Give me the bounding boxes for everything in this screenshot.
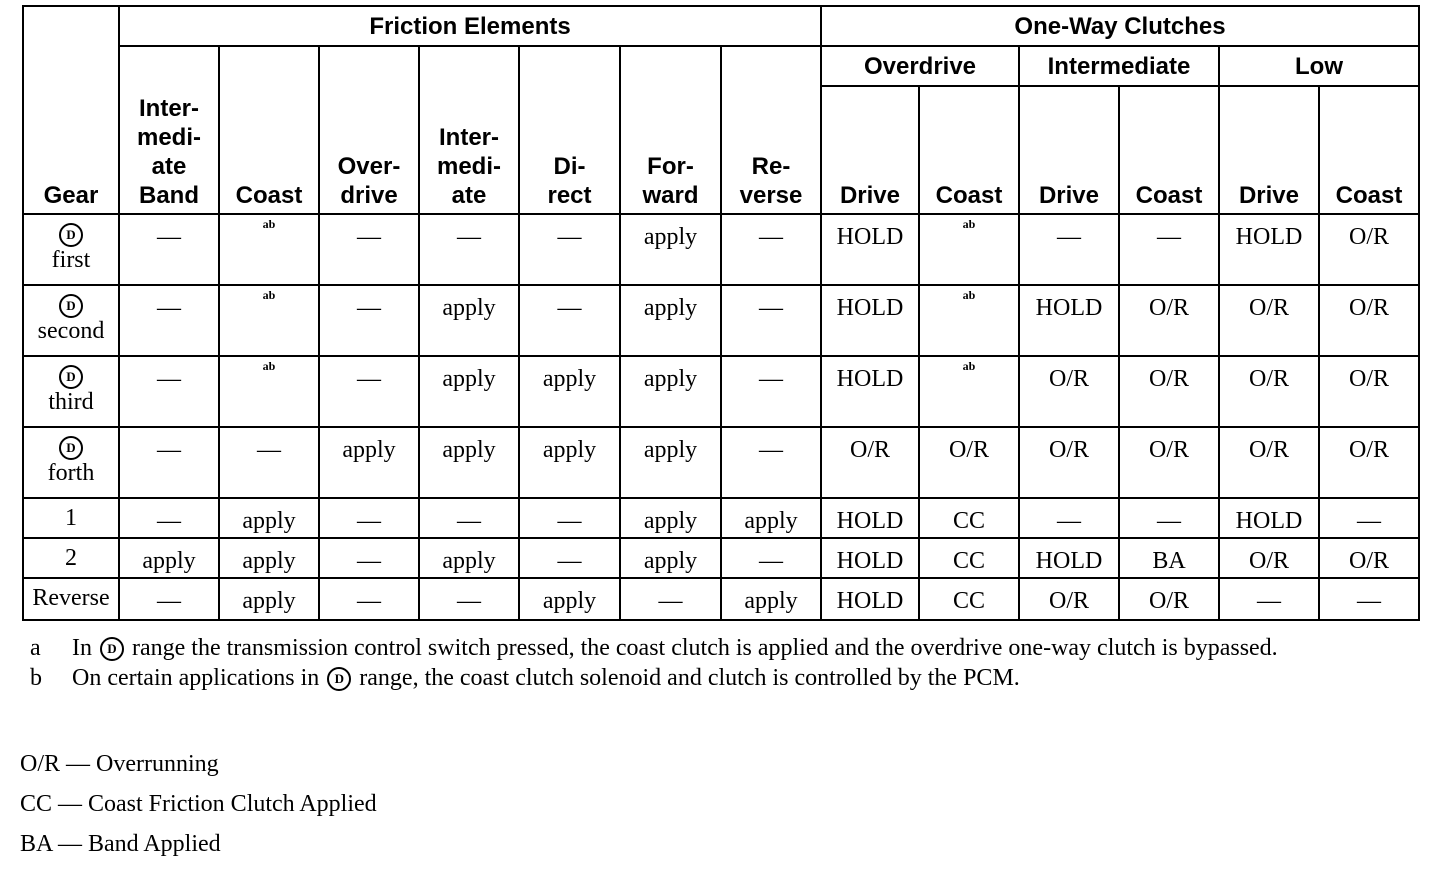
cell-value: apply [242, 508, 296, 534]
table-cell [1119, 356, 1219, 427]
table-cell [620, 356, 721, 427]
friction-header-overdrive [319, 46, 419, 214]
table-cell [519, 356, 620, 427]
table-cell [1319, 356, 1419, 427]
header-text: Coast [235, 182, 303, 209]
cell-value: O/R [1048, 588, 1089, 614]
cell-value: O/R [1348, 224, 1389, 250]
table-cell [821, 427, 919, 498]
table-cell [1219, 578, 1319, 620]
cell-value: — [1057, 224, 1081, 250]
table-row [23, 356, 1419, 427]
cell-value: ab [962, 288, 976, 302]
cell-value: apply [744, 588, 798, 614]
cell-value: apply [442, 366, 496, 392]
friction-elements-header: Friction Elements [119, 6, 821, 46]
cell-value: apply [542, 366, 597, 392]
cell-value: ab [262, 288, 276, 302]
header-text: For- ward [642, 153, 699, 209]
table-cell [1319, 498, 1419, 538]
gear-cell [23, 214, 119, 285]
table-cell [219, 285, 319, 356]
cell-value: CC [952, 508, 985, 534]
cell-value: — [257, 437, 281, 463]
intermediate-group-header: Intermediate [1019, 46, 1219, 86]
cell-value: — [759, 295, 783, 321]
overdrive-coast-header: Coast [919, 86, 1019, 214]
cell-value: — [457, 588, 481, 614]
cell-value: O/R [1048, 366, 1089, 392]
gear-column-header: Gear [23, 6, 119, 214]
gear-label: third [48, 389, 94, 416]
table-cell [119, 427, 219, 498]
cell-value: HOLD [836, 295, 904, 321]
cell-value: — [557, 224, 582, 250]
table-cell [219, 498, 319, 538]
table-cell [1119, 214, 1219, 285]
drive-range-circle-icon: D [59, 294, 83, 318]
friction-header-direct [519, 46, 620, 214]
table-cell [1219, 498, 1319, 538]
table-cell [119, 538, 219, 578]
cell-value: apply [342, 437, 396, 463]
low-coast-header: Coast [1319, 86, 1419, 214]
table-cell [620, 427, 721, 498]
cell-value: apply [643, 437, 698, 463]
cell-value: — [759, 366, 783, 392]
cell-value: HOLD [1035, 548, 1103, 574]
cell-value: — [357, 548, 381, 574]
cell-value: O/R [1348, 437, 1389, 463]
table-cell [821, 285, 919, 356]
cell-value: — [1157, 508, 1181, 534]
table-cell [721, 498, 821, 538]
table-cell [1319, 214, 1419, 285]
cell-value: apply [542, 437, 597, 463]
gear-label: 2 [65, 545, 77, 571]
cell-value: O/R [1048, 437, 1089, 463]
cell-value: HOLD [836, 508, 904, 534]
cell-value: apply [442, 295, 496, 321]
gear-cell [23, 427, 119, 498]
gear-cell [23, 498, 119, 538]
gear-label: second [37, 318, 105, 345]
legend-item-coast-clutch: CC — Coast Friction Clutch Applied [20, 791, 377, 817]
intermediate-drive-header: Drive [1019, 86, 1119, 214]
header-text: Di- rect [547, 153, 592, 209]
friction-header-intermediate [419, 46, 519, 214]
cell-value: apply [643, 548, 698, 574]
cell-value: O/R [1248, 366, 1289, 392]
table-cell [620, 578, 721, 620]
table-cell [1219, 356, 1319, 427]
table-cell [721, 356, 821, 427]
table-cell [821, 214, 919, 285]
cell-value: — [357, 295, 381, 321]
cell-value: BA [1152, 548, 1186, 574]
table-row [23, 498, 1419, 538]
table-cell [821, 498, 919, 538]
cell-value: HOLD [1235, 224, 1303, 250]
drive-range-circle-icon: D [59, 365, 83, 389]
cell-value: O/R [1248, 295, 1289, 321]
footnote-text-after: range, the coast clutch solenoid and clutch is controlled by the PCM. [359, 665, 1020, 691]
cell-value: O/R [1248, 437, 1289, 463]
footnote-text-after: range the transmission control switch pressed, the coast clutch is applied and the overdrive one-way clutch is bypassed. [132, 635, 1278, 661]
header-text: Re- verse [739, 153, 803, 209]
cell-value: apply [442, 437, 496, 463]
table-cell [919, 578, 1019, 620]
table-cell [620, 538, 721, 578]
table-cell [219, 578, 319, 620]
gear-cell [23, 538, 119, 578]
table-cell [219, 214, 319, 285]
drive-range-circle-icon: D [59, 223, 83, 247]
table-cell [919, 214, 1019, 285]
table-cell [319, 538, 419, 578]
cell-value: apply [643, 224, 698, 250]
table-cell [119, 578, 219, 620]
cell-value: — [157, 366, 181, 392]
cell-value: O/R [1348, 366, 1389, 392]
low-group-header: Low [1219, 46, 1419, 86]
cell-value: apply [744, 508, 798, 534]
cell-value: — [157, 295, 181, 321]
table-cell [1019, 498, 1119, 538]
cell-value: HOLD [1235, 508, 1303, 534]
cell-value: O/R [948, 437, 989, 463]
table-row [23, 214, 1419, 285]
table-cell [1319, 285, 1419, 356]
table-cell [1219, 538, 1319, 578]
table-cell [519, 285, 620, 356]
table-cell [1219, 214, 1319, 285]
legend-item-band-applied: BA — Band Applied [20, 831, 221, 857]
table-cell [119, 214, 219, 285]
table-cell [1219, 285, 1319, 356]
cell-value: O/R [1248, 548, 1289, 574]
cell-value: apply [142, 548, 196, 574]
cell-value: apply [542, 588, 597, 614]
table-cell [620, 214, 721, 285]
table-cell [721, 427, 821, 498]
cell-value: — [1157, 224, 1181, 250]
table-cell [919, 538, 1019, 578]
cell-value: O/R [1148, 295, 1189, 321]
cell-value: — [759, 548, 783, 574]
cell-value: HOLD [1035, 295, 1103, 321]
table-cell [519, 578, 620, 620]
cell-value: O/R [1148, 366, 1189, 392]
cell-value: — [557, 508, 582, 534]
intermediate-coast-header: Coast [1119, 86, 1219, 214]
cell-value: — [1357, 508, 1381, 534]
gear-label: Reverse [32, 585, 110, 611]
table-cell [319, 214, 419, 285]
table-cell [821, 538, 919, 578]
table-cell [419, 578, 519, 620]
friction-header-reverse [721, 46, 821, 214]
cell-value: — [1357, 588, 1381, 614]
table-cell [319, 578, 419, 620]
table-row [23, 427, 1419, 498]
table-cell [419, 427, 519, 498]
table-cell [219, 356, 319, 427]
overdrive-group-header: Overdrive [821, 46, 1019, 86]
cell-value: — [157, 224, 181, 250]
cell-value: ab [262, 359, 276, 373]
table-cell [1319, 427, 1419, 498]
clutch-application-table [22, 5, 1420, 621]
overdrive-drive-header: Drive [821, 86, 919, 214]
table-cell [1019, 285, 1119, 356]
cell-value: — [357, 588, 381, 614]
table-cell [1219, 427, 1319, 498]
table-row [23, 578, 1419, 620]
friction-header-coast [219, 46, 319, 214]
table-cell [721, 285, 821, 356]
cell-value: — [157, 588, 181, 614]
table-cell [821, 356, 919, 427]
footnote-text [72, 663, 1430, 693]
table-cell [519, 498, 620, 538]
drive-range-circle-icon: D [59, 436, 83, 460]
table-cell [319, 427, 419, 498]
table-cell [519, 538, 620, 578]
friction-header-intermediate-band [119, 46, 219, 214]
cell-value: — [759, 437, 783, 463]
cell-value: — [357, 508, 381, 534]
header-text: Over- drive [337, 153, 401, 209]
table-cell [319, 285, 419, 356]
abbreviation-legend [20, 744, 377, 864]
cell-value: — [357, 366, 381, 392]
cell-value: O/R [1348, 548, 1389, 574]
cell-value: ab [962, 217, 976, 231]
cell-value: — [457, 508, 481, 534]
cell-value: HOLD [836, 224, 904, 250]
cell-value: apply [643, 366, 698, 392]
cell-value: HOLD [836, 366, 904, 392]
table-cell [919, 285, 1019, 356]
table-cell [1319, 538, 1419, 578]
table-cell [1119, 285, 1219, 356]
table-cell [419, 214, 519, 285]
cell-value: — [557, 295, 582, 321]
drive-range-circle-icon: D [327, 667, 351, 691]
table-cell [919, 427, 1019, 498]
table-cell [319, 498, 419, 538]
table-cell [1119, 498, 1219, 538]
drive-range-circle-icon: D [100, 637, 124, 661]
gear-cell [23, 285, 119, 356]
table-cell [620, 285, 721, 356]
table-cell [1019, 538, 1119, 578]
cell-value: — [357, 224, 381, 250]
friction-header-forward [620, 46, 721, 214]
table-cell [1019, 214, 1119, 285]
table-cell [119, 285, 219, 356]
table-cell [1119, 427, 1219, 498]
table-cell [919, 356, 1019, 427]
footnote-text-before: On certain applications in [72, 665, 320, 691]
footnotes [30, 633, 1430, 693]
cell-value: apply [643, 508, 698, 534]
table-cell [721, 578, 821, 620]
table-cell [119, 356, 219, 427]
cell-value: — [457, 224, 481, 250]
gear-cell [23, 356, 119, 427]
one-way-clutches-header: One-Way Clutches [821, 6, 1419, 46]
table-row [23, 538, 1419, 578]
cell-value: CC [952, 548, 985, 574]
table-cell [219, 538, 319, 578]
cell-value: CC [952, 588, 985, 614]
cell-value: ab [962, 359, 976, 373]
cell-value: — [157, 508, 181, 534]
table-cell [721, 538, 821, 578]
table-row [23, 285, 1419, 356]
table-body [23, 214, 1419, 620]
table-cell [419, 285, 519, 356]
header-text: Inter- medi- ate Band [136, 95, 201, 209]
cell-value: apply [242, 548, 296, 574]
footnote-text-before: In [72, 635, 92, 661]
header-text: Inter- medi- ate [436, 124, 501, 209]
table-cell [319, 356, 419, 427]
footnote-a [30, 633, 1430, 663]
table-cell [1119, 578, 1219, 620]
footnote-marker: a [30, 635, 41, 661]
footnote-text [72, 633, 1430, 663]
cell-value: HOLD [836, 548, 904, 574]
cell-value: apply [442, 548, 496, 574]
cell-value: O/R [849, 437, 890, 463]
cell-value: — [759, 224, 783, 250]
table-cell [1019, 427, 1119, 498]
footnote-b [30, 663, 1430, 693]
cell-value: O/R [1148, 437, 1189, 463]
cell-value: — [557, 548, 582, 574]
gear-label: forth [47, 460, 95, 487]
cell-value: apply [643, 295, 698, 321]
table-cell [419, 538, 519, 578]
table-cell [919, 498, 1019, 538]
gear-cell [23, 578, 119, 620]
cell-value: — [1257, 588, 1281, 614]
table-cell [519, 427, 620, 498]
table-cell [219, 427, 319, 498]
table-cell [1019, 356, 1119, 427]
cell-value: — [658, 588, 683, 614]
gear-label: 1 [65, 505, 77, 531]
table-cell [721, 214, 821, 285]
table-cell [1019, 578, 1119, 620]
gear-label: first [51, 247, 91, 274]
table-cell [519, 214, 620, 285]
table-cell [419, 498, 519, 538]
footnote-marker: b [30, 665, 42, 691]
cell-value: apply [242, 588, 296, 614]
low-drive-header: Drive [1219, 86, 1319, 214]
table-cell [821, 578, 919, 620]
table-cell [1119, 538, 1219, 578]
table-cell [620, 498, 721, 538]
cell-value: O/R [1348, 295, 1389, 321]
cell-value: ab [262, 217, 276, 231]
table-cell [119, 498, 219, 538]
table-cell [419, 356, 519, 427]
legend-item-overrunning: O/R — Overrunning [20, 751, 219, 777]
cell-value: HOLD [836, 588, 904, 614]
cell-value: O/R [1148, 588, 1189, 614]
table-cell [1319, 578, 1419, 620]
cell-value: — [157, 437, 181, 463]
cell-value: — [1057, 508, 1081, 534]
